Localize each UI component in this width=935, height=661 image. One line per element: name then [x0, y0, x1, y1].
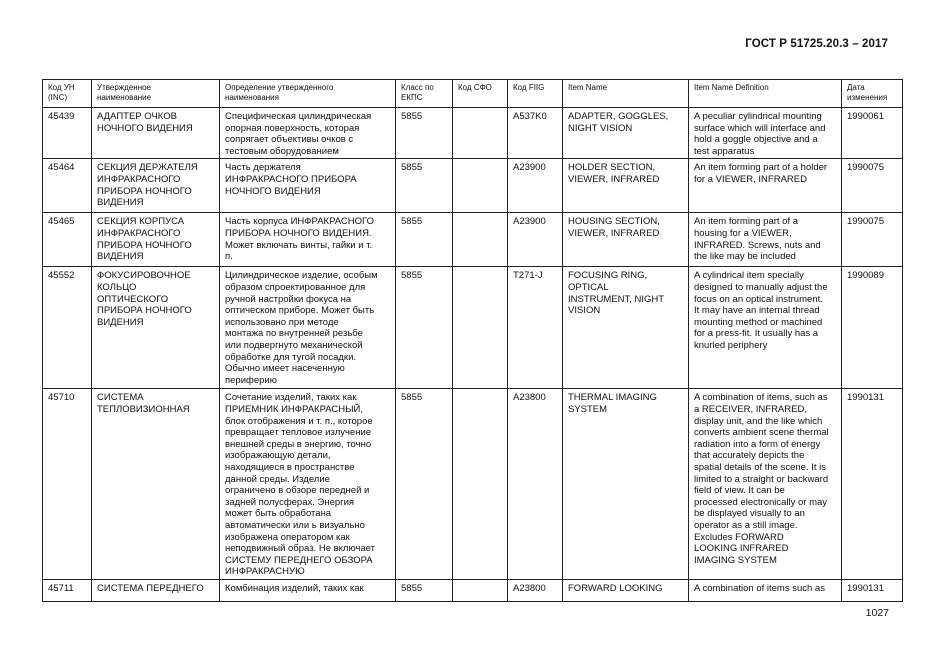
cell-sfo-code — [453, 108, 508, 159]
cell-change-date: 1990089 — [842, 267, 903, 389]
cell-sfo-code — [453, 389, 508, 580]
table-row — [43, 108, 903, 159]
cell-fiig-code: A23800 — [508, 579, 563, 601]
cell-fiig-code: A23800 — [508, 389, 563, 580]
cell-sfo-code — [453, 213, 508, 267]
table-row — [43, 159, 903, 213]
column-header-approved-name: Утвержденное наименование — [92, 80, 220, 108]
cell-sfo-code — [453, 267, 508, 389]
cell-fiig-code: A537K0 — [508, 108, 563, 159]
cell-fiig-code: A23900 — [508, 213, 563, 267]
page-number: 1027 — [865, 607, 889, 619]
table-row — [43, 267, 903, 389]
column-header-item-definition: Item Name Definition — [689, 80, 842, 108]
cell-item-definition: An item forming part of a holder for a VIEWER, INFRARED — [689, 159, 842, 213]
cell-item-name: FOCUSING RING, OPTICAL INSTRUMENT, NIGHT VISION — [563, 267, 689, 389]
cell-ekps-class: 5855 — [396, 159, 453, 213]
cell-approved-definition: Часть корпуса ИНФРАКРАСНОГО ПРИБОРА НОЧНОГО ВИДЕНИЯ. Может включать винты, гайки и т. п. — [220, 213, 396, 267]
cell-ekps-class: 5855 — [396, 389, 453, 580]
column-header-ekps-class: Класс по ЕКПС — [396, 80, 453, 108]
cell-item-name: HOUSING SECTION, VIEWER, INFRARED — [563, 213, 689, 267]
cell-approved-name: АДАПТЕР ОЧКОВ НОЧНОГО ВИДЕНИЯ — [92, 108, 220, 159]
cell-inc: 45465 — [43, 213, 92, 267]
cell-change-date: 1990061 — [842, 108, 903, 159]
cell-inc: 45710 — [43, 389, 92, 580]
cell-inc: 45464 — [43, 159, 92, 213]
cell-item-name: ADAPTER, GOGGLES, NIGHT VISION — [563, 108, 689, 159]
cell-change-date: 1990131 — [842, 579, 903, 601]
cell-approved-name: СЕКЦИЯ ДЕРЖАТЕЛЯ ИНФРАКРАСНОГО ПРИБОРА НОЧНОГО ВИДЕНИЯ — [92, 159, 220, 213]
cell-item-name: FORWARD LOOKING — [563, 579, 689, 601]
cell-ekps-class: 5855 — [396, 579, 453, 601]
cell-change-date: 1990075 — [842, 213, 903, 267]
cell-item-definition: A combination of items such as — [689, 579, 842, 601]
cell-approved-definition: Сочетание изделий, таких как ПРИЕМНИК ИНФРАКРАСНЫЙ, блок отображения и т. п., которое превращает тепловое излучение внешней среды в энергию, точно изображающую детали, находящиеся в пространстве данной среды. Изделие ограничено в обзоре передней и задней полусферах. Энергия может быть обработана автоматически или ь визуально изображена оператором как неподвижный образ. Не включает СИСТЕМУ ПЕРЕДНЕГО ОБЗОРА ИНФРАКРАСНУЮ — [220, 389, 396, 580]
cell-ekps-class: 5855 — [396, 213, 453, 267]
cell-inc: 45439 — [43, 108, 92, 159]
column-header-approved-definition: Определение утвержденного наименования — [220, 80, 396, 108]
cell-approved-name: СЕКЦИЯ КОРПУСА ИНФРАКРАСНОГО ПРИБОРА НОЧНОГО ВИДЕНИЯ — [92, 213, 220, 267]
cell-approved-definition: Часть держателя ИНФРАКРАСНОГО ПРИБОРА НОЧНОГО ВИДЕНИЯ — [220, 159, 396, 213]
column-header-fiig-code: Код FIIG — [508, 80, 563, 108]
cell-item-name: HOLDER SECTION, VIEWER, INFRARED — [563, 159, 689, 213]
cell-change-date: 1990075 — [842, 159, 903, 213]
cell-item-definition: A combination of items, such as a RECEIVER, INFRARED, display unit, and the like which converts ambient scene thermal radiation into a form of energy that accurately depicts the spatial details of the scene. It is limited to a straight or backward field of view. It can be processed electronically or may be displayed visually to an operator as a still image. Excludes FORWARD LOOKING INFRARED IMAGING SYSTEM — [689, 389, 842, 580]
table-row — [43, 389, 903, 580]
nomenclature-table — [42, 79, 903, 602]
cell-item-name: THERMAL IMAGING SYSTEM — [563, 389, 689, 580]
cell-approved-name: ФОКУСИРОВОЧНОЕ КОЛЬЦО ОПТИЧЕСКОГО ПРИБОРА НОЧНОГО ВИДЕНИЯ — [92, 267, 220, 389]
table-header-row — [43, 80, 903, 108]
cell-sfo-code — [453, 159, 508, 213]
cell-item-definition: An item forming part of a housing for a VIEWER, INFRARED. Screws, nuts and the like may be included — [689, 213, 842, 267]
cell-ekps-class: 5855 — [396, 267, 453, 389]
cell-inc: 45552 — [43, 267, 92, 389]
cell-approved-definition: Специфическая цилиндрическая опорная поверхность, которая сопрягает объективы очков с тестовым оборудованием — [220, 108, 396, 159]
column-header-item-name: Item Name — [563, 80, 689, 108]
column-header-inc: Код УН (INC) — [43, 80, 92, 108]
cell-approved-name: СИСТЕМА ТЕПЛОВИЗИОННАЯ — [92, 389, 220, 580]
table-row — [43, 579, 903, 601]
cell-fiig-code: A23900 — [508, 159, 563, 213]
cell-change-date: 1990131 — [842, 389, 903, 580]
cell-sfo-code — [453, 579, 508, 601]
column-header-sfo-code: Код СФО — [453, 80, 508, 108]
cell-approved-name: СИСТЕМА ПЕРЕДНЕГО — [92, 579, 220, 601]
table-row — [43, 213, 903, 267]
cell-approved-definition: Цилиндрическое изделие, особым образом спроектированное для ручной настройки фокуса на оптическом приборе. Может быть использовано при методе монтажа по внутренней резьбе или подвергнуто механической обработке для тугой посадки. Обычно имеет насеченную периферию — [220, 267, 396, 389]
cell-approved-definition: Комбинация изделий, таких как — [220, 579, 396, 601]
column-header-change-date: Дата изменения — [842, 80, 903, 108]
cell-item-definition: A peculiar cylindrical mounting surface which will interface and hold a goggle objective and a test apparatus — [689, 108, 842, 159]
cell-ekps-class: 5855 — [396, 108, 453, 159]
cell-inc: 45711 — [43, 579, 92, 601]
standard-designation: ГОСТ Р 51725.20.3 – 2017 — [745, 38, 888, 50]
cell-fiig-code: T271-J — [508, 267, 563, 389]
cell-item-definition: A cylindrical item specially designed to manually adjust the focus on an optical instrument. It may have an internal thread mounting method or machined for a press-fit. It usually has a knurled periphery — [689, 267, 842, 389]
